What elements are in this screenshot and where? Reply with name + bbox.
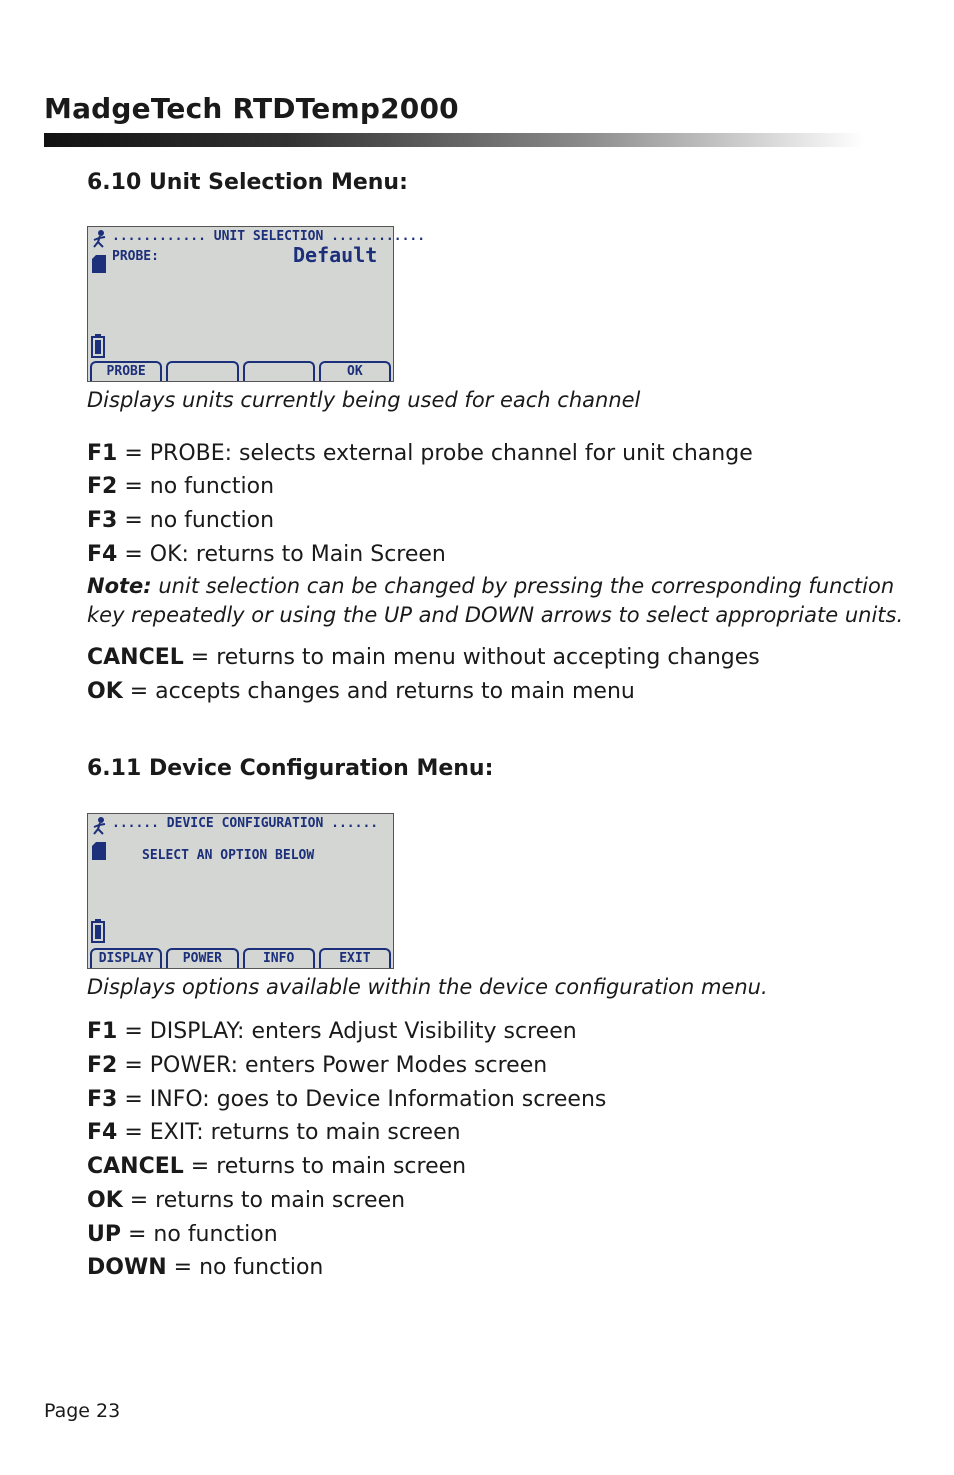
key-label: F3 [87,1087,118,1112]
key-description: = returns to main screen [122,1188,406,1213]
softkey-f4: EXIT [319,948,391,968]
running-man-icon [90,229,110,249]
softkey-f2: POWER [166,948,238,968]
page-header-title: MadgeTech RTDTemp2000 [44,92,459,125]
key-label: F3 [87,508,118,533]
list-item [87,441,753,466]
key-label: DOWN [87,1255,167,1280]
lcd-title: ...... DEVICE CONFIGURATION ...... [112,816,379,831]
softkey-f2 [166,361,238,381]
key-description: = no function [121,1222,278,1247]
list-item [87,508,274,533]
lcd-screen-unit-selection [87,226,426,382]
header-rule [44,133,864,147]
key-description: = INFO: goes to Device Information screens [117,1087,607,1112]
key-description: = returns to main screen [183,1154,467,1179]
page-number: Page 23 [44,1400,121,1422]
list-item [87,1120,461,1145]
softkey-f3: INFO [243,948,315,968]
lcd-screen-device-configuration [87,813,394,969]
list-item [87,1087,606,1112]
key-description: = POWER: enters Power Modes screen [117,1053,548,1078]
softkey-f1: DISPLAY [90,948,162,968]
list-item [87,679,635,704]
key-description: = no function [166,1255,324,1280]
list-item [87,1019,577,1044]
list-item [87,1222,278,1247]
running-man-icon [90,816,110,836]
key-label: F4 [87,542,118,567]
lcd-softkey-bar [88,361,393,381]
battery-icon [90,333,108,359]
key-label: F4 [87,1120,118,1145]
key-description: = OK: returns to Main Screen [117,542,446,567]
lcd-probe-label: PROBE: [112,249,159,264]
list-item [87,1053,547,1078]
figure-caption-device-configuration: Displays options available within the device configuration menu. [87,975,768,999]
note-paragraph [87,572,907,630]
note-label: Note: [87,574,152,598]
key-description: = EXIT: returns to main screen [117,1120,461,1145]
softkey-f3 [243,361,315,381]
list-item [87,1188,405,1213]
section-heading-unit-selection: 6.10 Unit Selection Menu: [87,170,408,195]
key-description: = accepts changes and returns to main menu [122,679,635,704]
key-description: = returns to main menu without accepting changes [183,645,760,670]
list-item [87,645,760,670]
list-item [87,542,446,567]
lcd-title: ............ UNIT SELECTION ............ [112,229,426,244]
softkey-f4: OK [319,361,391,381]
key-label: OK [87,1188,123,1213]
key-label: F1 [87,441,118,466]
key-label: CANCEL [87,1154,184,1179]
key-description: = PROBE: selects external probe channel for unit change [117,441,753,466]
key-label: F2 [87,474,118,499]
key-description: = DISPLAY: enters Adjust Visibility screen [117,1019,577,1044]
note-text: unit selection can be changed by pressing the corresponding function key repeatedly or using the UP and DOWN arrows to select appropriate units. [87,574,904,627]
key-label: CANCEL [87,645,184,670]
key-label: OK [87,679,123,704]
battery-icon [90,918,108,944]
memory-icon [90,840,108,862]
list-item [87,1255,323,1280]
key-label: F1 [87,1019,118,1044]
key-label: UP [87,1222,121,1247]
lcd-softkey-bar [88,948,393,968]
section-heading-device-configuration: 6.11 Device Configuration Menu: [87,756,494,781]
softkey-f1: PROBE [90,361,162,381]
list-item [87,1154,466,1179]
memory-icon [90,253,108,275]
key-label: F2 [87,1053,118,1078]
list-item [87,474,274,499]
lcd-message: SELECT AN OPTION BELOW [142,848,315,863]
key-description: = no function [117,474,275,499]
figure-caption-unit-selection: Displays units currently being used for each channel [87,388,641,412]
lcd-probe-value: Default [293,243,378,267]
key-description: = no function [117,508,275,533]
